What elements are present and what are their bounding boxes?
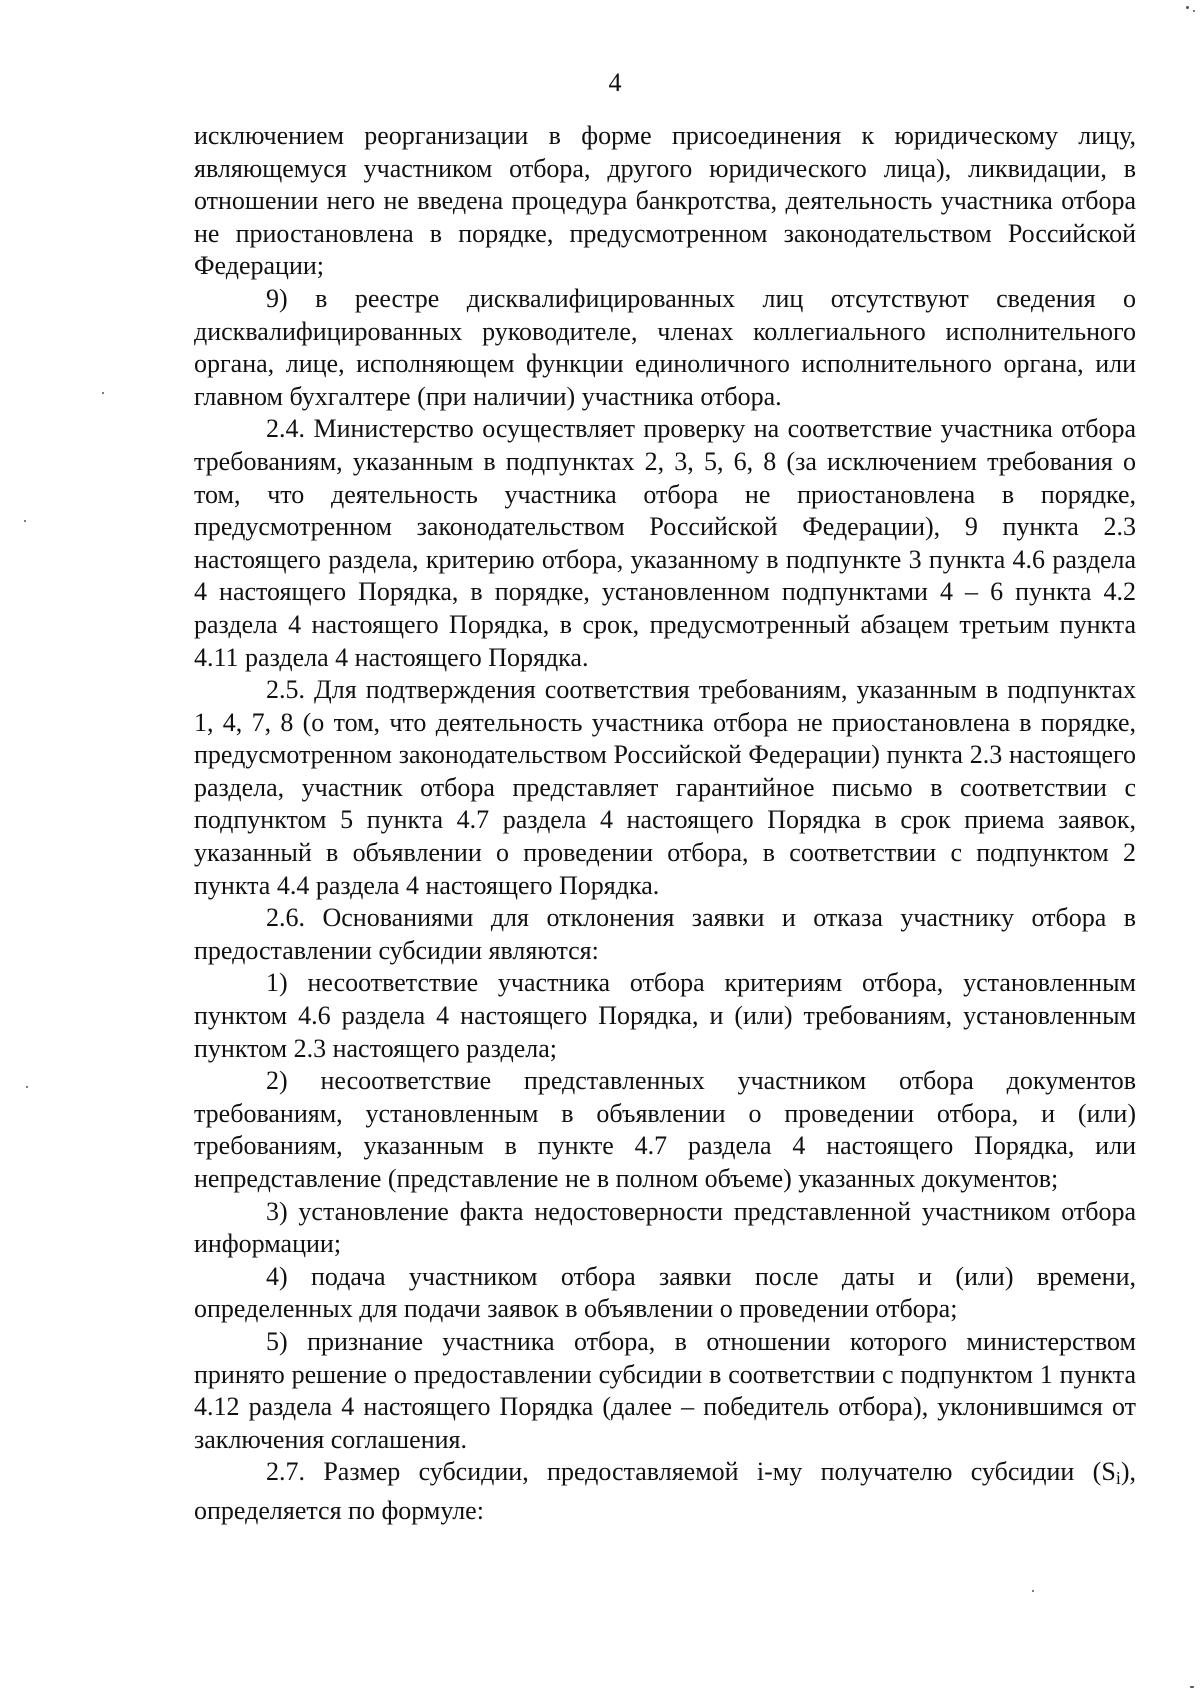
paragraph-2-6: 2.6. Основаниями для отклонения заявки и отказа участнику отбора в предоставлении субсидии являются: — [194, 903, 1136, 965]
scan-speck — [26, 1086, 28, 1088]
paragraph-item-5: 5) признание участника отбора, в отношении которого министерством принято решение о предоставлении субсидии в соответствии с подпунктом 1 пункта 4.12 раздела 4 настоящего Порядка (далее – победитель отбора), уклонившимся от заключения соглашения. — [194, 1326, 1136, 1454]
paragraph-2-7-after: ), определяется по формуле: — [194, 1457, 1136, 1525]
paragraph-item-3: 3) установление факта недостоверности представленной участником отбора информации; — [194, 1196, 1136, 1259]
scan-speck — [1186, 6, 1189, 9]
subscript-i: i — [1115, 1468, 1121, 1489]
paragraph-continuation: исключением реорганизации в форме присоединения к юридическому лицу, являющемуся участником отбора, другого юридического лица), ликвидации, в отношении него не введена процедура банкротства, деятельность участника отбора не приостановлена в порядке, предусмотренном законодательством Российской Федерации; — [194, 121, 1136, 281]
paragraph-item-1: 1) несоответствие участника отбора критериям отбора, установленным пунктом 4.6 раздела 4 настоящего Порядка, и (или) требованиям, установленным пунктом 2.3 настоящего раздела; — [194, 968, 1136, 1063]
scan-speck — [24, 520, 26, 522]
page-number: 4 — [608, 68, 622, 97]
scan-speck — [1032, 1590, 1034, 1592]
paragraph-item-2: 2) несоответствие представленных участником отбора документов требованиям, установленным в объявлении о проведении отбора, и (или) требованиям, указанным в пункте 4.7 раздела 4 настоящего Порядка, или непредставление (представление не в полном объеме) указанных документов; — [194, 1066, 1136, 1193]
paragraph-item-9: 9) в реестре дисквалифицированных лиц отсутствуют сведения о дисквалифицированных руководителе, членах коллегиального исполнительного органа, лице, исполняющем функции единоличного исполнительного органа, или главном бухгалтере (при наличии) участника отбора. — [194, 283, 1136, 411]
paragraph-2-5: 2.5. Для подтверждения соответствия требованиям, указанным в подпунктах 1, 4, 7, 8 (о том, что деятельность участника отбора не приостановлена в порядке, предусмотренном законодательством Российской Федерации) пункта 2.3 настоящего раздела, участник отбора представляет гарантийное письмо в соответствии с подпунктом 5 пункта 4.7 раздела 4 настоящего Порядка в срок приема заявок, указанный в объявлении о проведении отбора, в соответствии с подпунктом 2 пункта 4.4 раздела 4 настоящего Порядка. — [194, 675, 1136, 900]
document-body — [194, 120, 1136, 1528]
paragraph-2-7-before: 2.7. Размер субсидии, предоставляемой i-му получателю субсидии (S — [266, 1457, 1116, 1487]
scan-speck — [1193, 10, 1195, 12]
scan-speck — [1190, 1686, 1194, 1688]
paragraph-item-4: 4) подача участником отбора заявки после даты и (или) времени, определенных для подачи заявок в объявлении о проведении отбора; — [194, 1261, 1136, 1324]
scan-speck — [102, 392, 104, 394]
paragraph-2-4: 2.4. Министерство осуществляет проверку на соответствие участника отбора требованиям, указанным в подпунктах 2, 3, 5, 6, 8 (за исключением требования о том, что деятельность участника отбора не приостановлена в порядке, предусмотренном законодательством Российской Федерации), 9 пункта 2.3 настоящего раздела, критерию отбора, указанному в подпункте 3 пункта 4.6 раздела 4 настоящего Порядка, в порядке, установленном подпунктами 4 – 6 пункта 4.2 раздела 4 настоящего Порядка, в срок, предусмотренный абзацем третьим пункта 4.11 раздела 4 настоящего Порядка. — [194, 414, 1136, 672]
paragraph-2-7 — [194, 1456, 1136, 1527]
